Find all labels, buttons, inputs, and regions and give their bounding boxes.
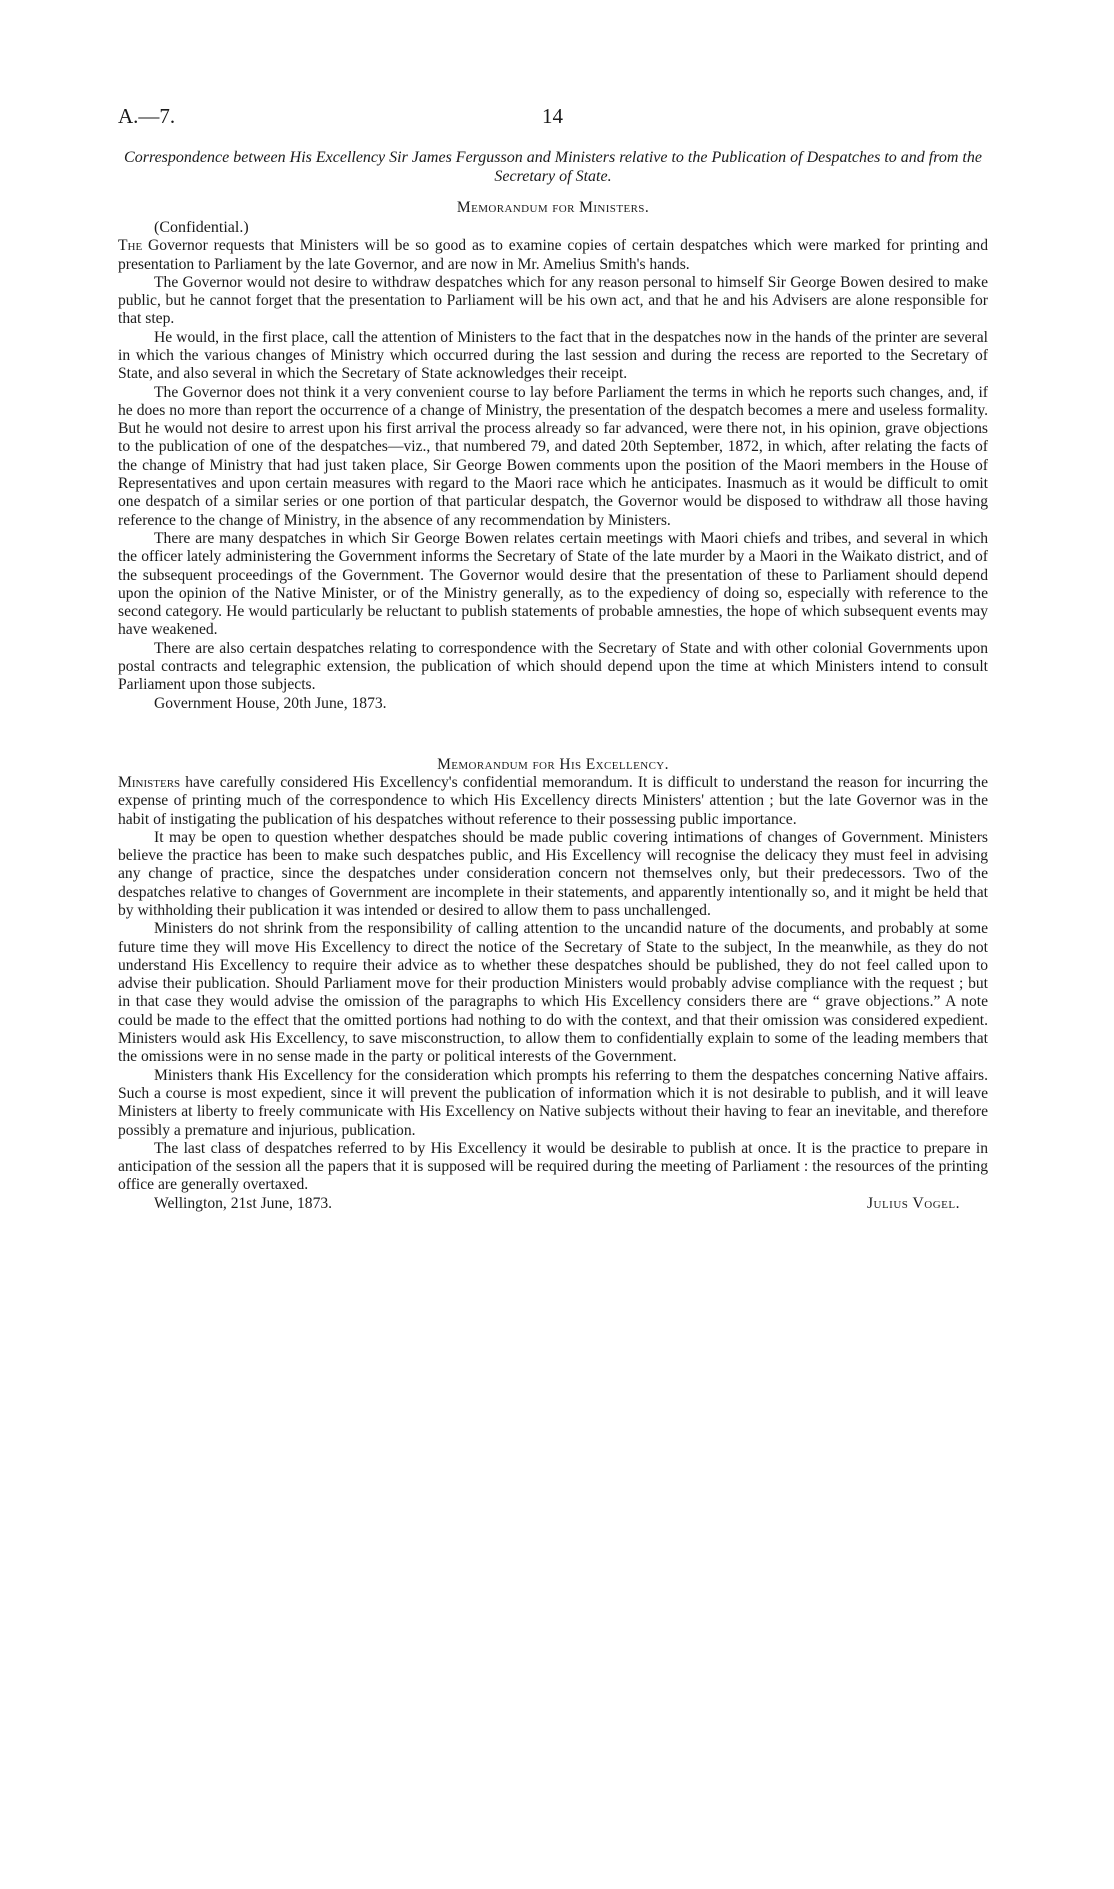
memo-heading: Memorandum for His Excellency. [437,755,669,773]
paragraph: There are also certain despatches relating to correspondence with the Secretary of State and with other colonial Governments upon postal contracts and telegraphic extension, the publication of which should depend upon the time at which Ministers intend to consult Parliament upon those subjects. [118,639,988,694]
signature-row [118,1195,988,1215]
memorandum-for-ministers [118,198,988,713]
document-title: Correspondence between His Excellency Sir James Fergusson and Ministers relative to the Publication of Despatches to and from the Secretary of State. [124,149,982,185]
paragraph: There are many despatches in which Sir George Bowen relates certain meetings with Maori chiefs and tribes, and several in which the officer lately administering the Government informs the Secretary of State of the late murder by a Maori in the Waikato district, and of the subsequent proceedings of the Government. The Governor would desire that the presentation of these to Parliament should depend upon the opinion of the Native Minister, or of the Ministry generally, as to the expediency of doing so, especially with reference to the second category. He would particularly be reluctant to publish statements of probable amnesties, the hope of which subsequent events may have weakened. [118,529,988,639]
paragraph [118,237,988,274]
paragraph-text: Governor requests that Ministers will be so good as to examine copies of certain despatches which were marked for printing and presentation to Parliament by the late Governor, and are now in Mr. Amelius Smith's hands. [118,237,988,273]
confidential-label: (Confidential.) [154,219,249,236]
paragraph: The Governor would not desire to withdraw despatches which for any reason personal to himself Sir George Bowen desired to make public, but he cannot forget that the presentation to Parliament will be his own act, and that he and his Advisers are alone responsible for that step. [118,273,988,328]
paragraph: Ministers thank His Excellency for the consideration which prompts his referring to them the despatches concerning Native affairs. Such a course is most expedient, since it will prevent the publication of information which it is not desirable to publish, and it will leave Ministers at liberty to freely communicate with His Excellency on Native subjects without their having to fear an inevitable, and therefore possibly a premature and injurious, publication. [118,1066,988,1139]
memorandum-for-his-excellency [118,755,988,1215]
paragraph [118,774,988,829]
signer-name: Julius Vogel. [866,1194,960,1212]
paragraph-text: have carefully considered His Excellency's confidential memorandum. It is difficult to understand the reason for incurring the expense of printing much of the correspondence to which His Excellency directs Ministers' attention ; but the late Governor was in the habit of instigating the publication of his despatches without reference to their possessing public importance. [118,773,988,828]
paragraph: Ministers do not shrink from the responsibility of calling attention to the uncandid nature of the documents, and probably at some future time they will move His Excellency to direct the notice of the Secretary of State to the subject, In the meanwhile, as they do not understand His Excellency to require their advice as to whether these despatches should be published, they do not feel called upon to advise their publication. Should Parliament move for their production Ministers would probably advise compliance with the request ; but in that case they would advise the omission of the paragraphs to which His Excellency considers there are “ grave objections.” A note could be made to the effect that the omitted portions had nothing to do with the context, and that their omission was considered expedient. Ministers would ask His Excellency, to save misconstruction, to allow them to confidentially explain to some of the leading members that the omissions were in no sense made in the party or political interests of the Government. [118,920,988,1066]
place-date: Government House, 20th June, 1873. [154,694,387,712]
memo-heading: Memorandum for Ministers. [456,199,650,216]
paragraph: The Governor does not think it a very convenient course to lay before Parliament the terms in which he reports such changes, and, if he does no more than report the occurrence of a change of Ministry, the presentation of the despatch becomes a mere and useless formality. But he would not desire to arrest upon his first arrival the process already so far advanced, were there not, in his opinion, grave objections to the publication of one of the despatches—viz., that numbered 79, and dated 20th September, 1872, in which, after relating the facts of the change of Ministry that had just taken place, Sir George Bowen comments upon the position of the Maori members in the House of Representatives and upon certain measures with regard to the Maori race which he anticipates. Inasmuch as it would be difficult to omit one despatch of a similar series or one portion of that particular despatch, the Governor would be disposed to withdraw all those having reference to the change of Ministry, in the absence of any recommendation by Ministers. [118,383,988,529]
document-reference: A.—7. [118,104,176,128]
paragraph: He would, in the first place, call the attention of Ministers to the fact that in the despatches now in the hands of the printer are several in which the various changes of Ministry which occurred during the last session and during the recess are reported to the Secretary of State, and also several in which the Secretary of State acknowledges their receipt. [118,328,988,383]
document-page [118,104,988,1215]
place-date: Wellington, 21st June, 1873. [154,1194,333,1212]
page-header [118,104,988,136]
paragraph: The last class of despatches referred to by His Excellency it would be desirable to publish at once. It is the practice to prepare in anticipation of the session all the papers that it is supposed will be required during the meeting of Parliament : the resources of the printing office are generally overtaxed. [118,1139,988,1194]
page-number: 14 [542,104,563,128]
paragraph: It may be open to question whether despatches should be made public covering intimations of changes of Government. Ministers believe the practice has been to make such despatches public, and His Excellency will recognise the delicacy they must feel in advising any change of practice, since the despatches under consideration concern not themselves only, but their predecessors. Two of the despatches relative to changes of Government are incomplete in their statements, and apparently intentionally so, and it might be held that by withholding their publication it was intended or desired to allow them to pass unchallenged. [118,828,988,919]
lead-word: The [118,237,143,255]
lead-word: Ministers [118,773,181,791]
